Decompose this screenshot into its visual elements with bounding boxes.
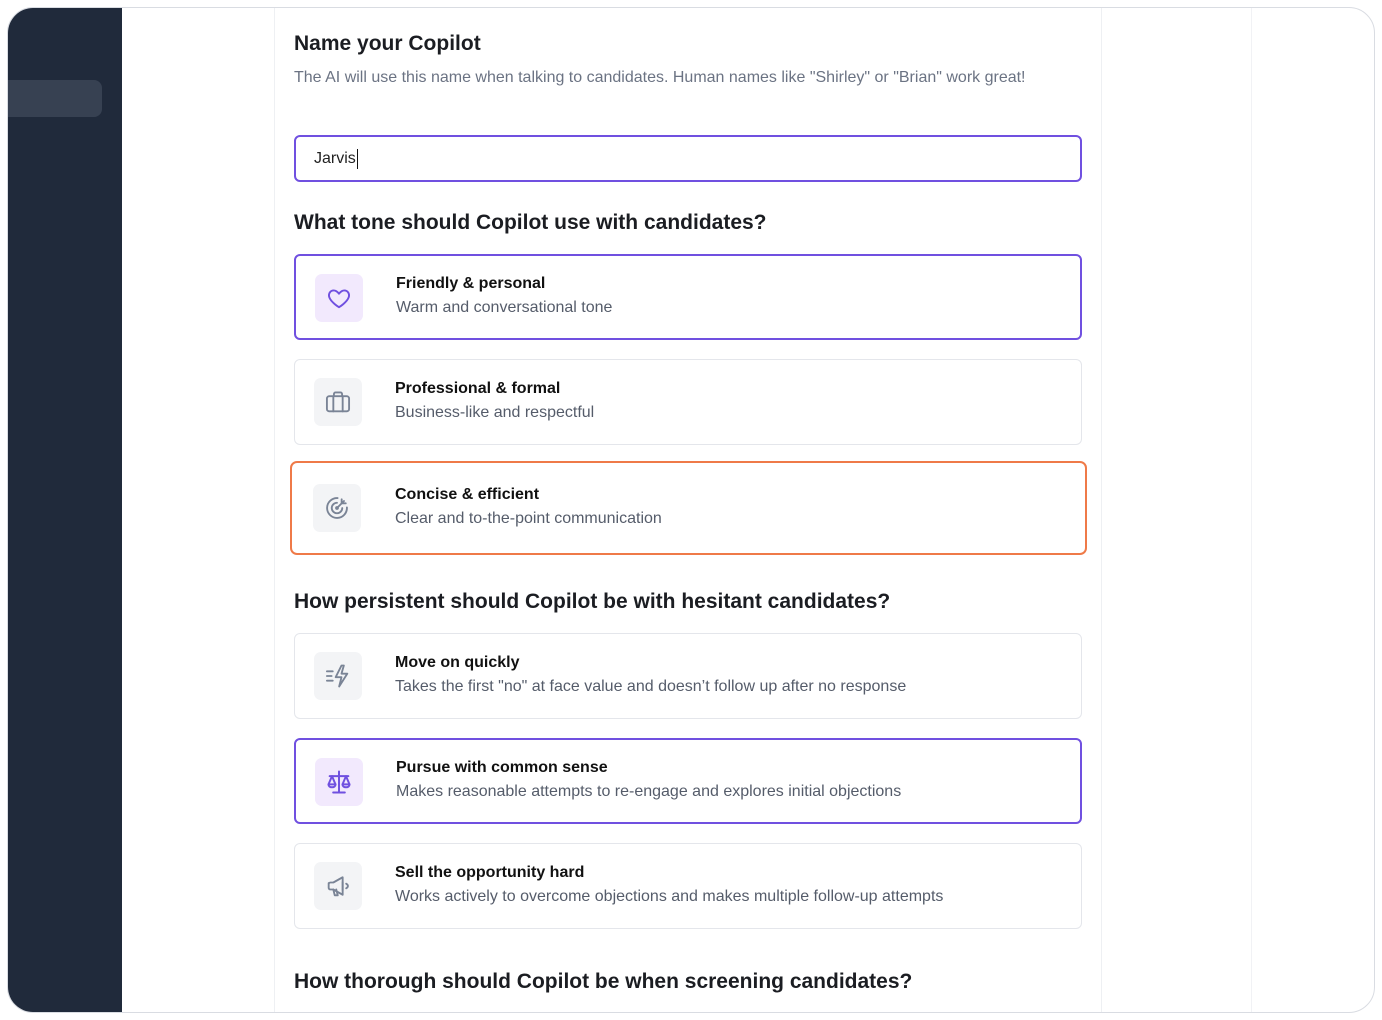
persistence-option-common-sense[interactable]: [294, 738, 1082, 824]
copilot-name-input[interactable]: [294, 135, 1082, 182]
persistence-option-title: Pursue with common sense: [396, 759, 608, 776]
megaphone-icon: [314, 862, 362, 910]
sidebar-active-item[interactable]: [8, 80, 102, 117]
thoroughness-section-heading: How thorough should Copilot be when screening candidates?: [294, 970, 913, 993]
tone-option-professional[interactable]: [294, 359, 1082, 445]
persistence-option-subtitle: Works actively to overcome objections and makes multiple follow-up attempts: [395, 888, 944, 905]
tone-option-title: Friendly & personal: [396, 275, 546, 292]
fast-forward-bolt-icon: [314, 652, 362, 700]
persistence-option-subtitle: Makes reasonable attempts to re-engage and explores initial objections: [396, 783, 902, 800]
heart-icon: [315, 274, 363, 322]
persistence-section-heading: How persistent should Copilot be with hesitant candidates?: [294, 590, 891, 613]
persistence-option-title: Move on quickly: [395, 654, 520, 671]
persistence-option-sell-hard[interactable]: [294, 843, 1082, 929]
name-section-heading: Name your Copilot: [294, 32, 481, 55]
tone-option-subtitle: Clear and to-the-point communication: [395, 510, 662, 527]
scale-icon: [315, 758, 363, 806]
persistence-option-title: Sell the opportunity hard: [395, 864, 585, 881]
tone-option-subtitle: Warm and conversational tone: [396, 299, 613, 316]
tone-option-title: Concise & efficient: [395, 486, 540, 503]
persistence-option-subtitle: Takes the first "no" at face value and doesn’t follow up after no response: [395, 678, 907, 695]
sidebar: [8, 8, 122, 1012]
text-caret: [357, 149, 358, 169]
tone-option-concise[interactable]: [290, 461, 1087, 555]
tone-option-title: Professional & formal: [395, 380, 561, 397]
target-icon: [313, 484, 361, 532]
app-window: [7, 7, 1375, 1013]
name-section-description: The AI will use this name when talking to candidates. Human names like "Shirley" or "Brian" work great!: [294, 69, 1026, 86]
tone-section-heading: What tone should Copilot use with candidates?: [294, 211, 767, 234]
copilot-name-value: Jarvis: [314, 149, 356, 167]
tone-option-subtitle: Business-like and respectful: [395, 404, 595, 421]
settings-form: [274, 8, 1102, 1012]
briefcase-icon: [314, 378, 362, 426]
persistence-option-move-on[interactable]: [294, 633, 1082, 719]
right-panel-divider: [1251, 8, 1252, 1012]
tone-option-friendly[interactable]: [294, 254, 1082, 340]
